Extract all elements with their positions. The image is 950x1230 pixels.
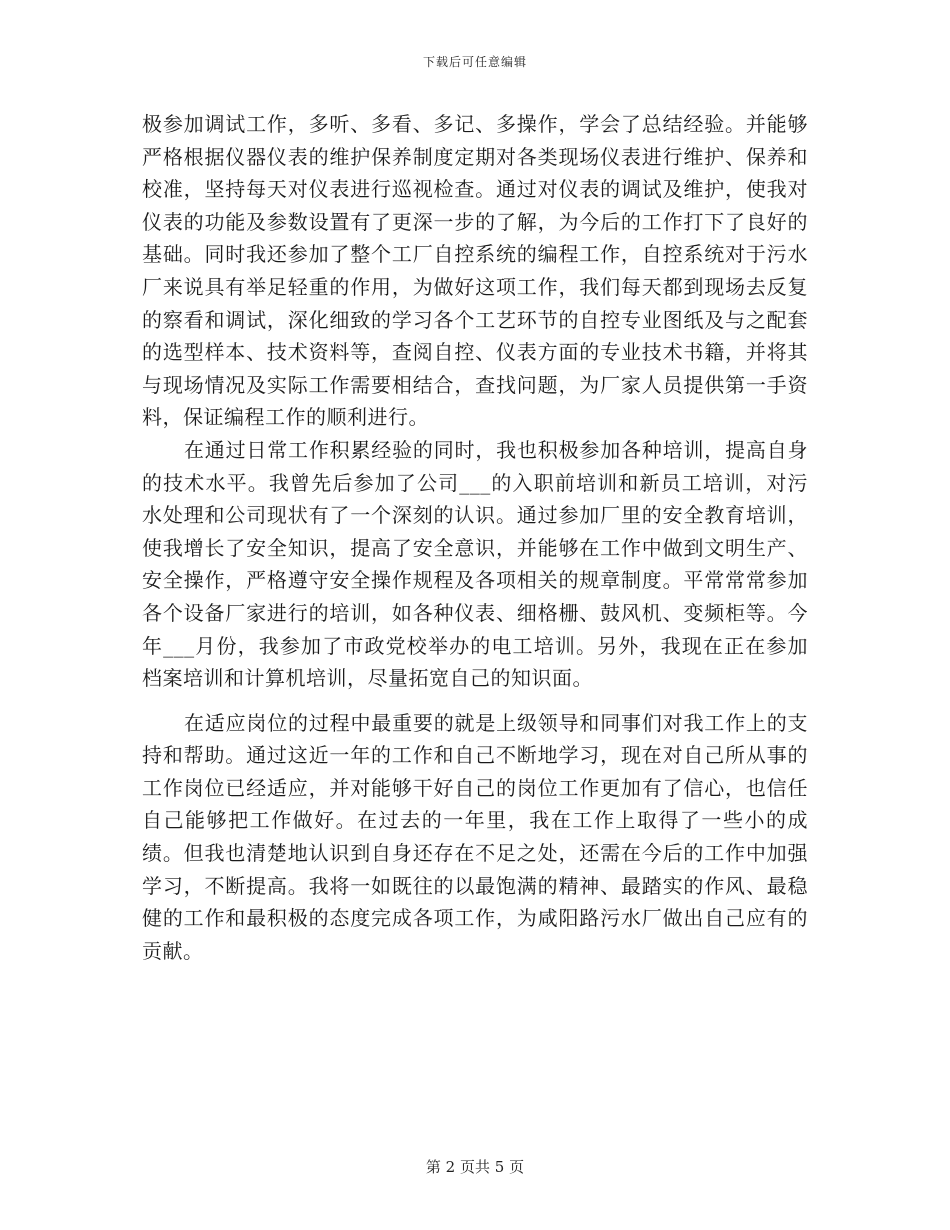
page-footer: 第 2 页共 5 页 [425, 1158, 525, 1176]
body-paragraph-1: 极参加调试工作，多听、多看、多记、多操作，学会了总结经验。并能够严格根据仪器仪表的维护保养制度定期对各类现场仪表进行维护、保养和校准，坚持每天对仪表进行巡视检查。通过对仪表的调试及维护，使我对仪表的功能及参数设置有了更深一步的了解，为今后的工作打下了良好的基础。同时我还参加了整个工厂自控系统的编程工作，自控系统对于污水厂来说具有举足轻重的作用，为做好这项工作，我们每天都到现场去反复的察看和调试，深化细致的学习各个工艺环节的自控专业图纸及与之配套的选型样本、技术资料等，查阅自控、仪表方面的专业技术书籍，并将其与现场情况及实际工作需要相结合，查找问题，为厂家人员提供第一手资料，保证编程工作的顺利进行。 [142, 112, 808, 430]
document-body [142, 108, 808, 967]
body-paragraph-3: 在适应岗位的过程中最重要的就是上级领导和同事们对我工作上的支持和帮助。通过这近一年的工作和自己不断地学习，现在对自己所从事的工作岗位已经适应，并对能够干好自己的岗位工作更加有了信心，也信任自己能够把工作做好。在过去的一年里，我在工作上取得了一些小的成绩。但我也清楚地认识到自身还存在不足之处，还需在今后的工作中加强学习，不断提高。我将一如既往的以最饱满的精神、最踏实的作风、最稳健的工作和最积极的态度完成各项工作，为咸阳路污水厂做出自己应有的贡献。 [142, 710, 808, 963]
body-paragraph-2: 在通过日常工作积累经验的同时，我也积极参加各种培训，提高自身的技术水平。我曾先后参加了公司___的入职前培训和新员工培训，对污水处理和公司现状有了一个深刻的认识。通过参加厂里的安全教育培训，使我增长了安全知识，提高了安全意识，并能够在工作中做到文明生产、安全操作，严格遵守安全操作规程及各项相关的规章制度。平常常常参加各个设备厂家进行的培训，如各种仪表、细格栅、鼓风机、变频柜等。今年___月份，我参加了市政党校举办的电工培训。另外，我现在正在参加档案培训和计算机培训，尽量拓宽自己的知识面。 [142, 437, 808, 691]
page-header: 下载后可任意编辑 [422, 55, 527, 69]
